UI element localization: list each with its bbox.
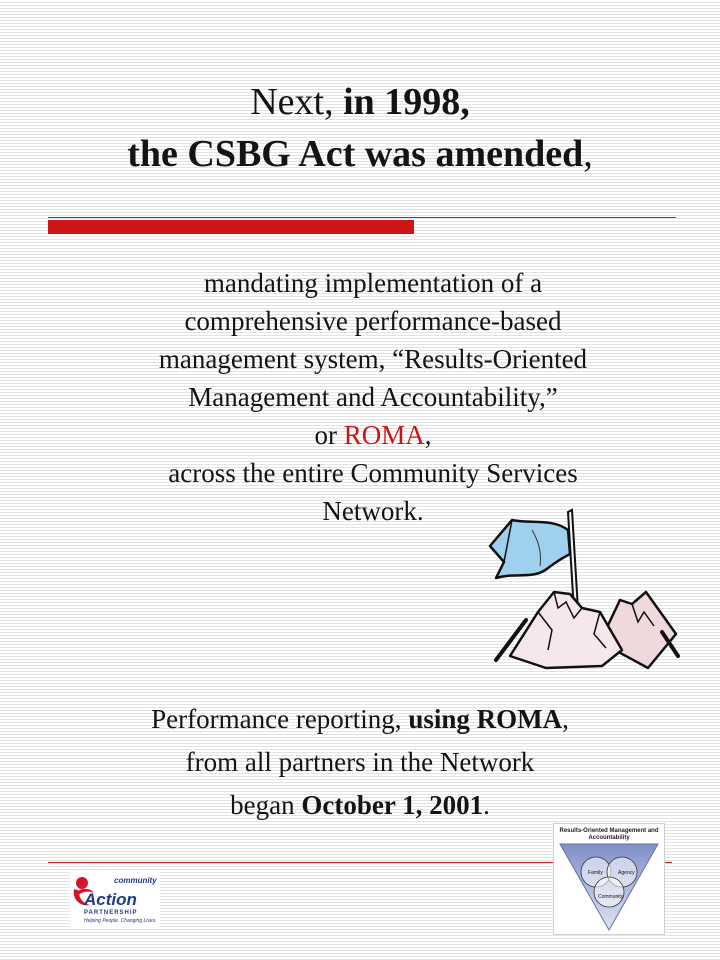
slide-title [40, 76, 680, 180]
body-line: management system, “Results-Oriented [158, 344, 588, 374]
logo-graphic [70, 871, 160, 927]
logo-tagline: Helping People. Changing Lives. [84, 918, 157, 924]
community-action-logo [70, 871, 160, 927]
performance-line: began October 1, 2001. [230, 790, 490, 820]
mountain-flag-icon [482, 500, 682, 672]
body-line: or ROMA, [314, 420, 432, 450]
body-line: Management and Accountability,” [188, 382, 558, 412]
roma-label-family: Family [588, 870, 603, 876]
body-line: mandating implementation of a [203, 268, 543, 298]
logo-word-community: community [114, 876, 157, 885]
title-accent-bar [48, 220, 414, 234]
title-divider-line [48, 217, 676, 218]
logo-word-partnership: PARTNERSHIP [84, 910, 138, 916]
roma-highlight: ROMA [343, 420, 425, 450]
roma-triangle-shape [554, 824, 664, 934]
roma-triangle-diagram [553, 823, 665, 935]
roma-diagram-title: Results-Oriented Management and Accountability [559, 828, 659, 841]
body-line: comprehensive performance-based [184, 306, 562, 336]
body-line: across the entire Community Services [168, 458, 578, 488]
roma-label-agency: Agency [618, 870, 635, 876]
title-line-1: Next, in 1998, [250, 81, 470, 123]
body-line: Network. [322, 496, 424, 526]
title-line-2: the CSBG Act was amended, [127, 133, 593, 175]
logo-word-action: Action [84, 890, 137, 909]
body-text [100, 264, 646, 530]
roma-label-community: Community [598, 894, 624, 900]
performance-line: from all partners in the Network [185, 747, 535, 777]
performance-text [60, 698, 660, 827]
performance-line: Performance reporting, using ROMA, [151, 704, 569, 734]
